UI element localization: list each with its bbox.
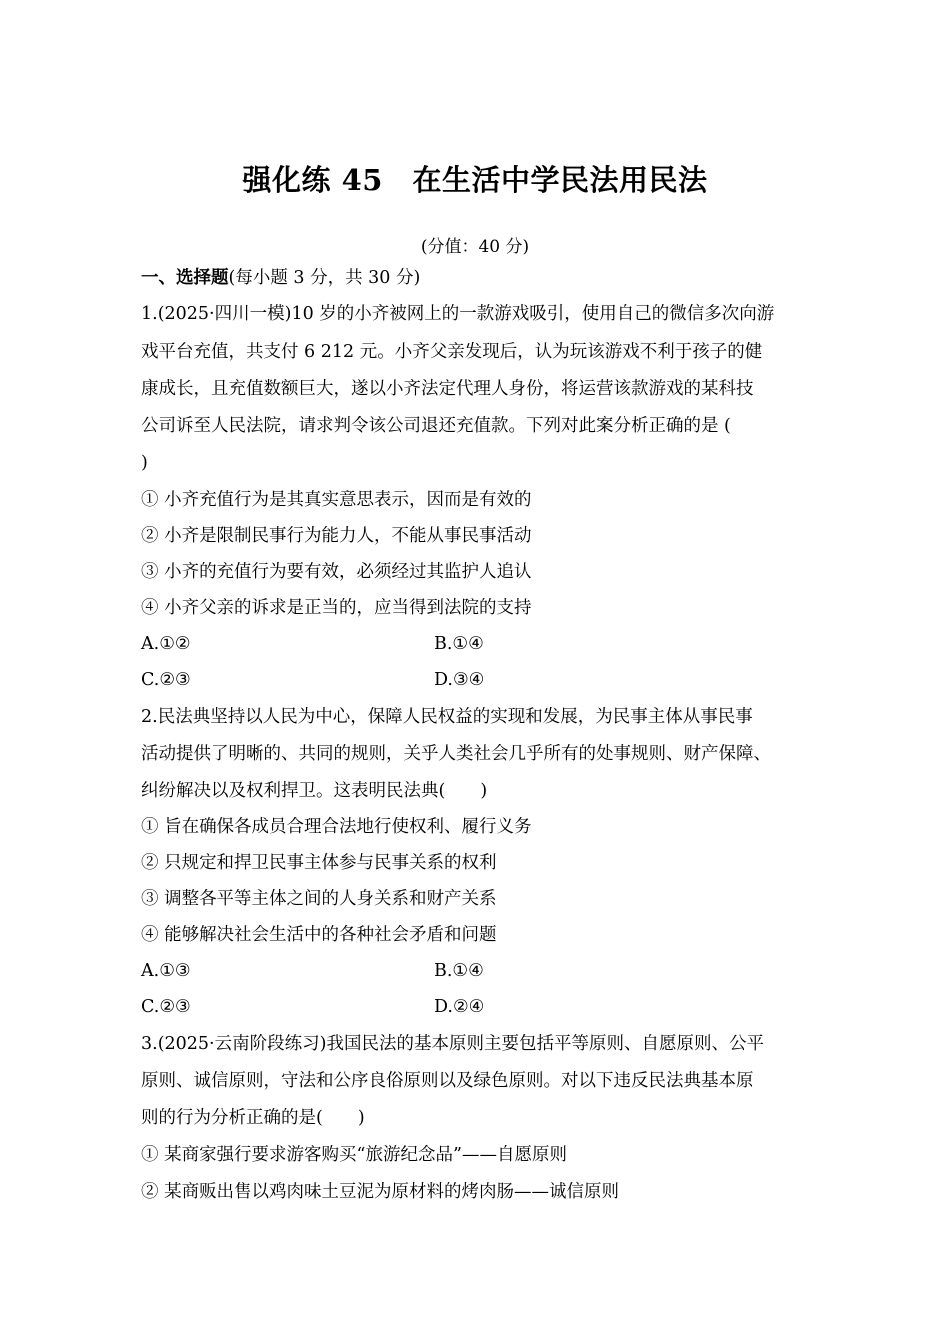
q1-item-4: ④ 小齐父亲的诉求是正当的，应当得到法院的支持 <box>141 598 532 618</box>
q2-choice-d: D.②④ <box>434 997 485 1017</box>
q3-stem-line: 则的行为分析正确的是( ) <box>141 1108 365 1128</box>
q1-choice-a: A.①② <box>141 634 191 654</box>
q2-item-1: ① 旨在确保各成员合理合法地行使权利、履行义务 <box>141 817 532 837</box>
q1-item-3: ③ 小齐的充值行为要有效，必须经过其监护人追认 <box>141 562 532 582</box>
q2-item-2: ② 只规定和捍卫民事主体参与民事关系的权利 <box>141 853 497 873</box>
score-note: (分值：40 分) <box>420 237 530 257</box>
q2-choice-b: B.①④ <box>434 961 484 981</box>
q2-choice-c: C.②③ <box>141 997 191 1017</box>
q2-choice-a: A.①③ <box>141 961 191 981</box>
q1-item-2: ② 小齐是限制民事行为能力人，不能从事民事活动 <box>141 526 532 546</box>
q1-stem-line: ) <box>141 453 148 473</box>
q2-item-3: ③ 调整各平等主体之间的人身关系和财产关系 <box>141 889 497 909</box>
q2-item-4: ④ 能够解决社会生活中的各种社会矛盾和问题 <box>141 925 497 945</box>
q1-item-1: ① 小齐充值行为是其真实意思表示，因而是有效的 <box>141 490 532 510</box>
page-title: 强化练 45 在生活中学民法用民法 <box>242 163 708 197</box>
section-heading <box>141 266 420 290</box>
q2-stem-line: 纠纷解决以及权利捍卫。这表明民法典( ) <box>141 781 488 801</box>
q1-stem-line: 公司诉至人民法院，请求判令该公司退还充值款。下列对此案分析正确的是 ( <box>141 416 731 436</box>
q3-stem-line: 原则、诚信原则，守法和公序良俗原则以及绿色原则。对以下违反民法典基本原 <box>141 1071 754 1091</box>
section-label: 一、选择题 <box>141 268 229 288</box>
q3-item-1: ① 某商家强行要求游客购买“旅游纪念品”——自愿原则 <box>141 1145 567 1165</box>
q1-choice-b: B.①④ <box>434 634 484 654</box>
q1-stem-line: 戏平台充值，共支付 6 212 元。小齐父亲发现后，认为玩该游戏不利于孩子的健 <box>141 342 763 362</box>
q1-stem-line: 康成长，且充值数额巨大，遂以小齐法定代理人身份，将运营该款游戏的某科技 <box>141 379 754 399</box>
q3-item-2: ② 某商贩出售以鸡肉味土豆泥为原材料的烤肉肠——诚信原则 <box>141 1182 620 1202</box>
q2-stem-line: 活动提供了明晰的、共同的规则，关乎人类社会几乎所有的处事规则、财产保障、 <box>141 744 771 764</box>
q1-stem-line: 1.(2025·四川一模)10 岁的小齐被网上的一款游戏吸引，使用自己的微信多次向游 <box>141 304 775 324</box>
q2-stem-line: 2.民法典坚持以人民为中心，保障人民权益的实现和发展，为民事主体从事民事 <box>141 707 753 727</box>
q1-choice-d: D.③④ <box>434 670 485 690</box>
q1-choice-c: C.②③ <box>141 670 191 690</box>
section-note: (每小题 3 分，共 30 分) <box>228 268 421 288</box>
q3-stem-line: 3.(2025·云南阶段练习)我国民法的基本原则主要包括平等原则、自愿原则、公平 <box>141 1034 764 1054</box>
